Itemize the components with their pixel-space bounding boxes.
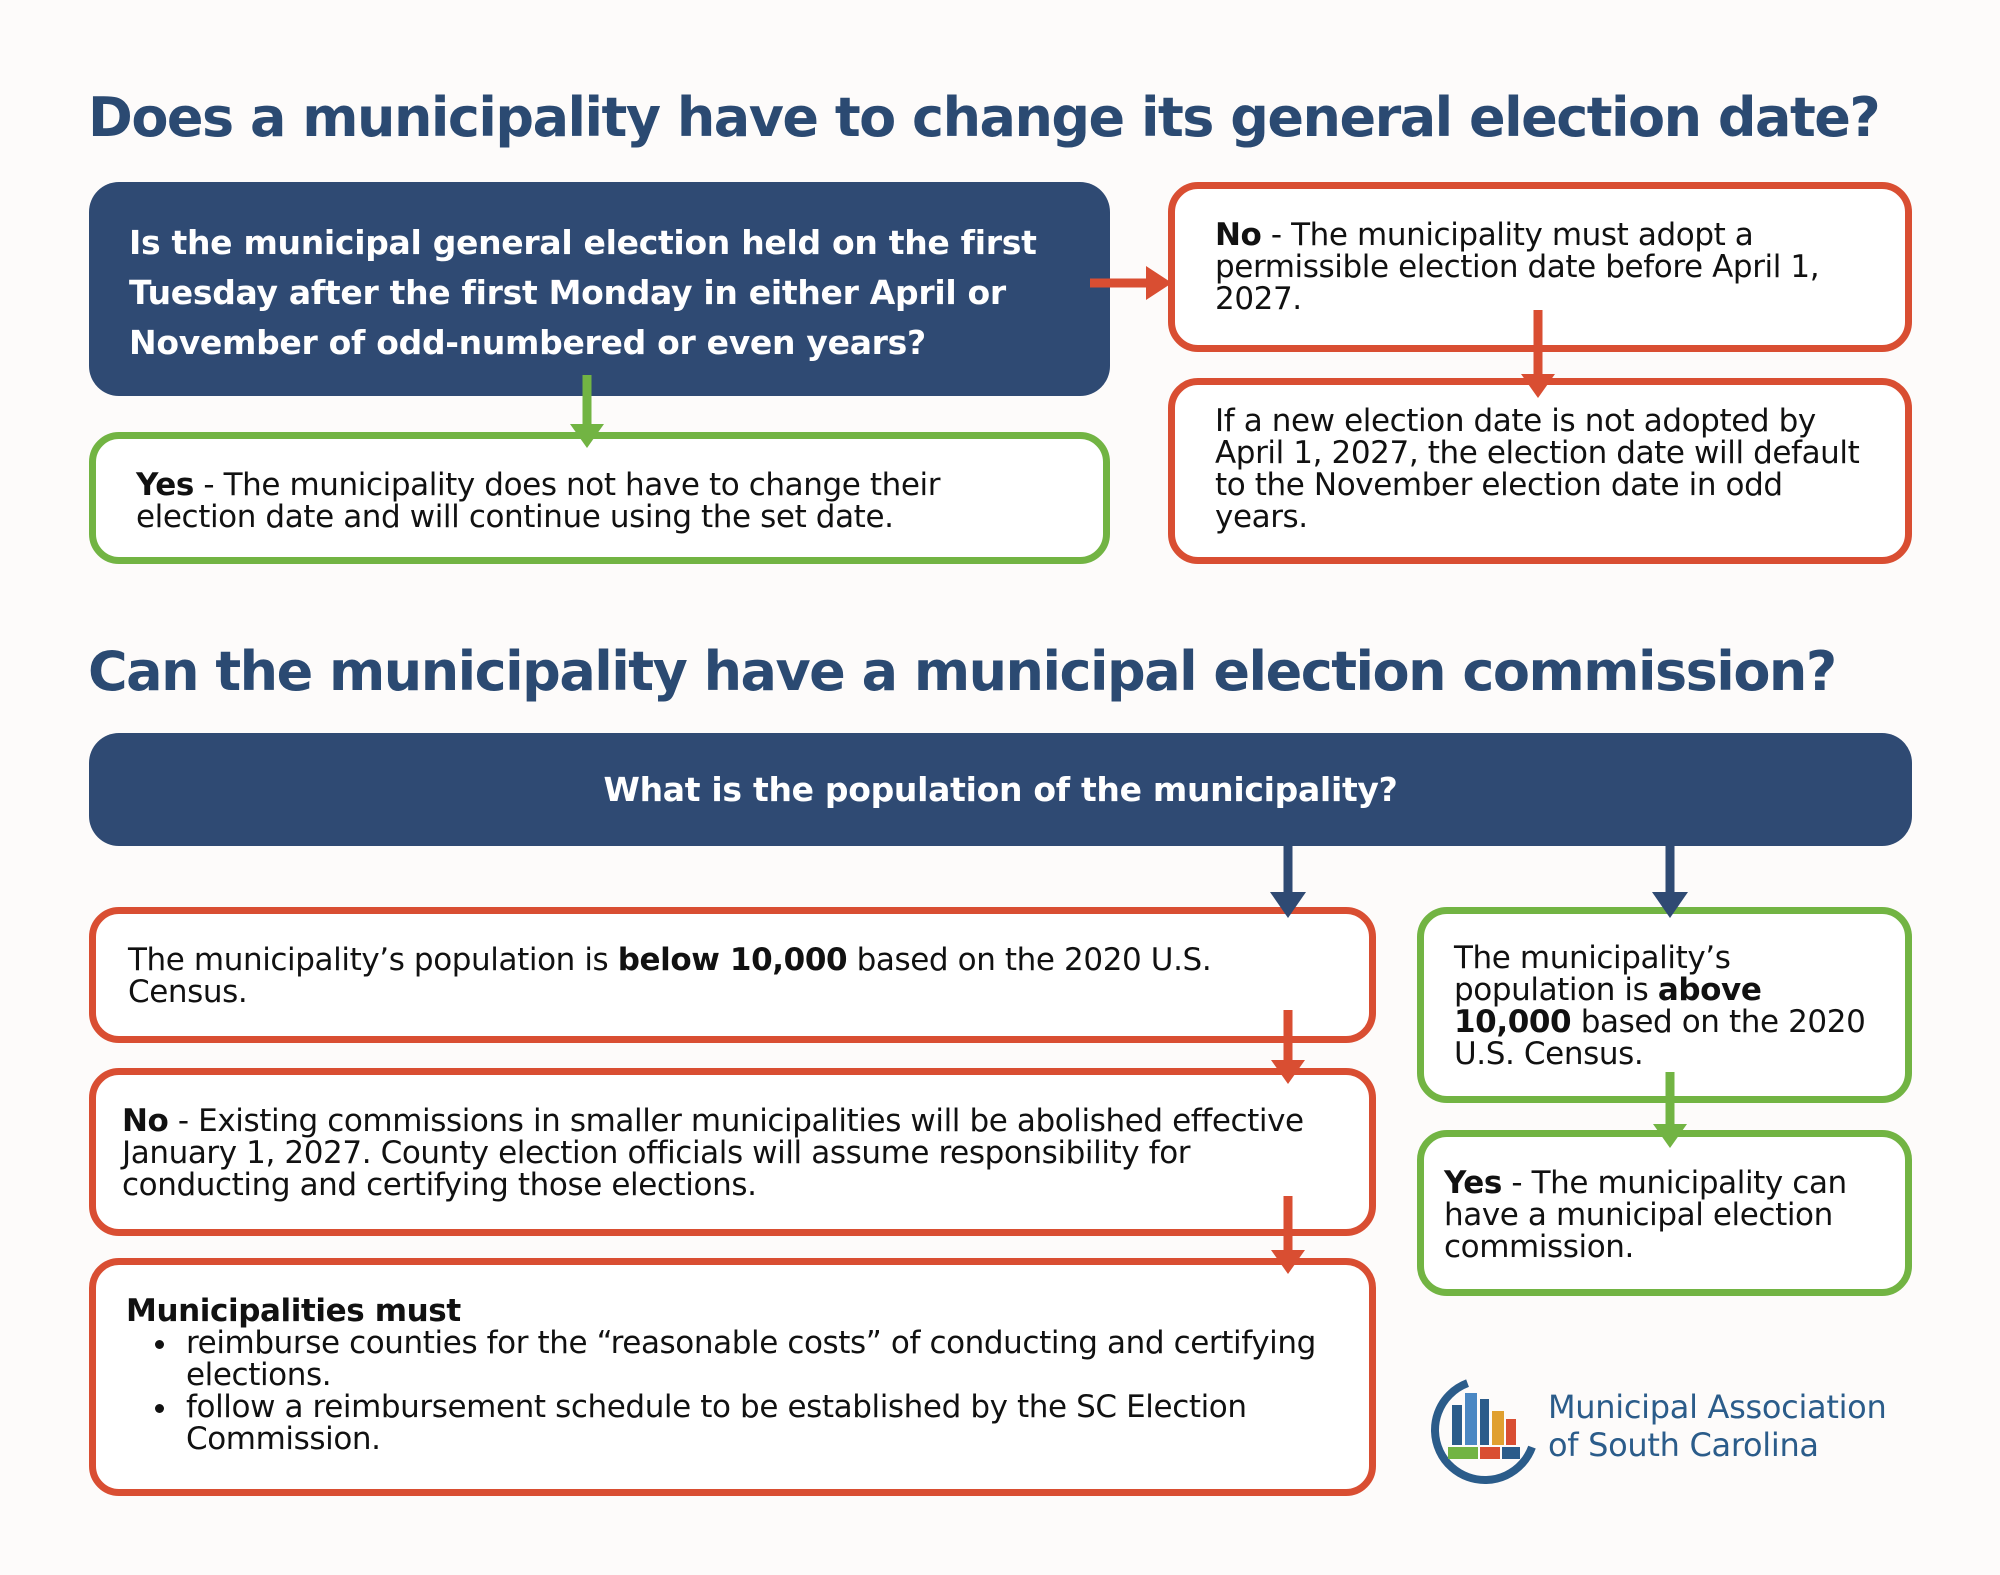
commission-yes-text: - The municipality can have a municipal election commission. [1444,1165,1847,1265]
above-prefix: The municipality’s population is [1454,940,1731,1008]
below-suffix: based on the 2020 U.S. Census. [128,942,1212,1010]
arrow-population-to-below [1270,846,1306,918]
section1-title: Does a municipality have to change its general election date? [88,86,1880,149]
yes-label: Yes [136,467,194,503]
arrow-population-to-above [1652,846,1688,918]
arrow-no-to-default [1521,310,1555,398]
above-suffix: based on the 2020 U.S. Census. [1454,1004,1866,1072]
arrow-question-to-no [1090,266,1172,300]
commission-no-text: - Existing commissions in smaller municipalities will be abolished effective January 1, 2027. County election officials will assume responsibility for conducting and certifying those elections. [122,1103,1304,1203]
no-label: No [1215,217,1262,253]
arrow-above-to-yes [1653,1072,1687,1148]
arrow-no-to-must [1271,1196,1305,1274]
commission-no-label: No [122,1103,169,1139]
arrow-below-to-no [1271,1010,1305,1084]
below-prefix: The municipality’s population is [128,942,618,978]
below-bold: below 10,000 [617,942,848,978]
arrow-question-to-yes [570,375,604,448]
must-item-1: • reimburse counties for the “reasonable costs” of conducting and certifying elections. [180,1327,1329,1391]
default-text: If a new election date is not adopted by April 1, 2027, the election date will default to the November election date in odd years. [1215,403,1860,535]
association-name-line2: of South Carolina [1548,1426,1819,1464]
no-text: - The municipality must adopt a permissible election date before April 1, 2027. [1215,217,1820,317]
commission-yes-label: Yes [1444,1165,1502,1201]
must-item-2: • follow a reimbursement schedule to be established by the SC Election Commission. [180,1391,1329,1455]
section2-title: Can the municipality have a municipal election commission? [88,640,1836,703]
above-bold: above 10,000 [1454,972,1762,1040]
must-heading: Municipalities must [126,1293,461,1329]
yes-text: - The municipality does not have to change their election date and will continue using the set date. [136,467,941,535]
association-name-line1: Municipal Association [1548,1388,1887,1426]
population-question: What is the population of the municipality? [89,733,1912,846]
election-date-question: Is the municipal general election held on the first Tuesday after the first Monday in either April or November of odd-numbered or even years? [89,182,1110,396]
association-logo-icon [1430,1375,1540,1485]
association-name [1548,1388,1886,1464]
